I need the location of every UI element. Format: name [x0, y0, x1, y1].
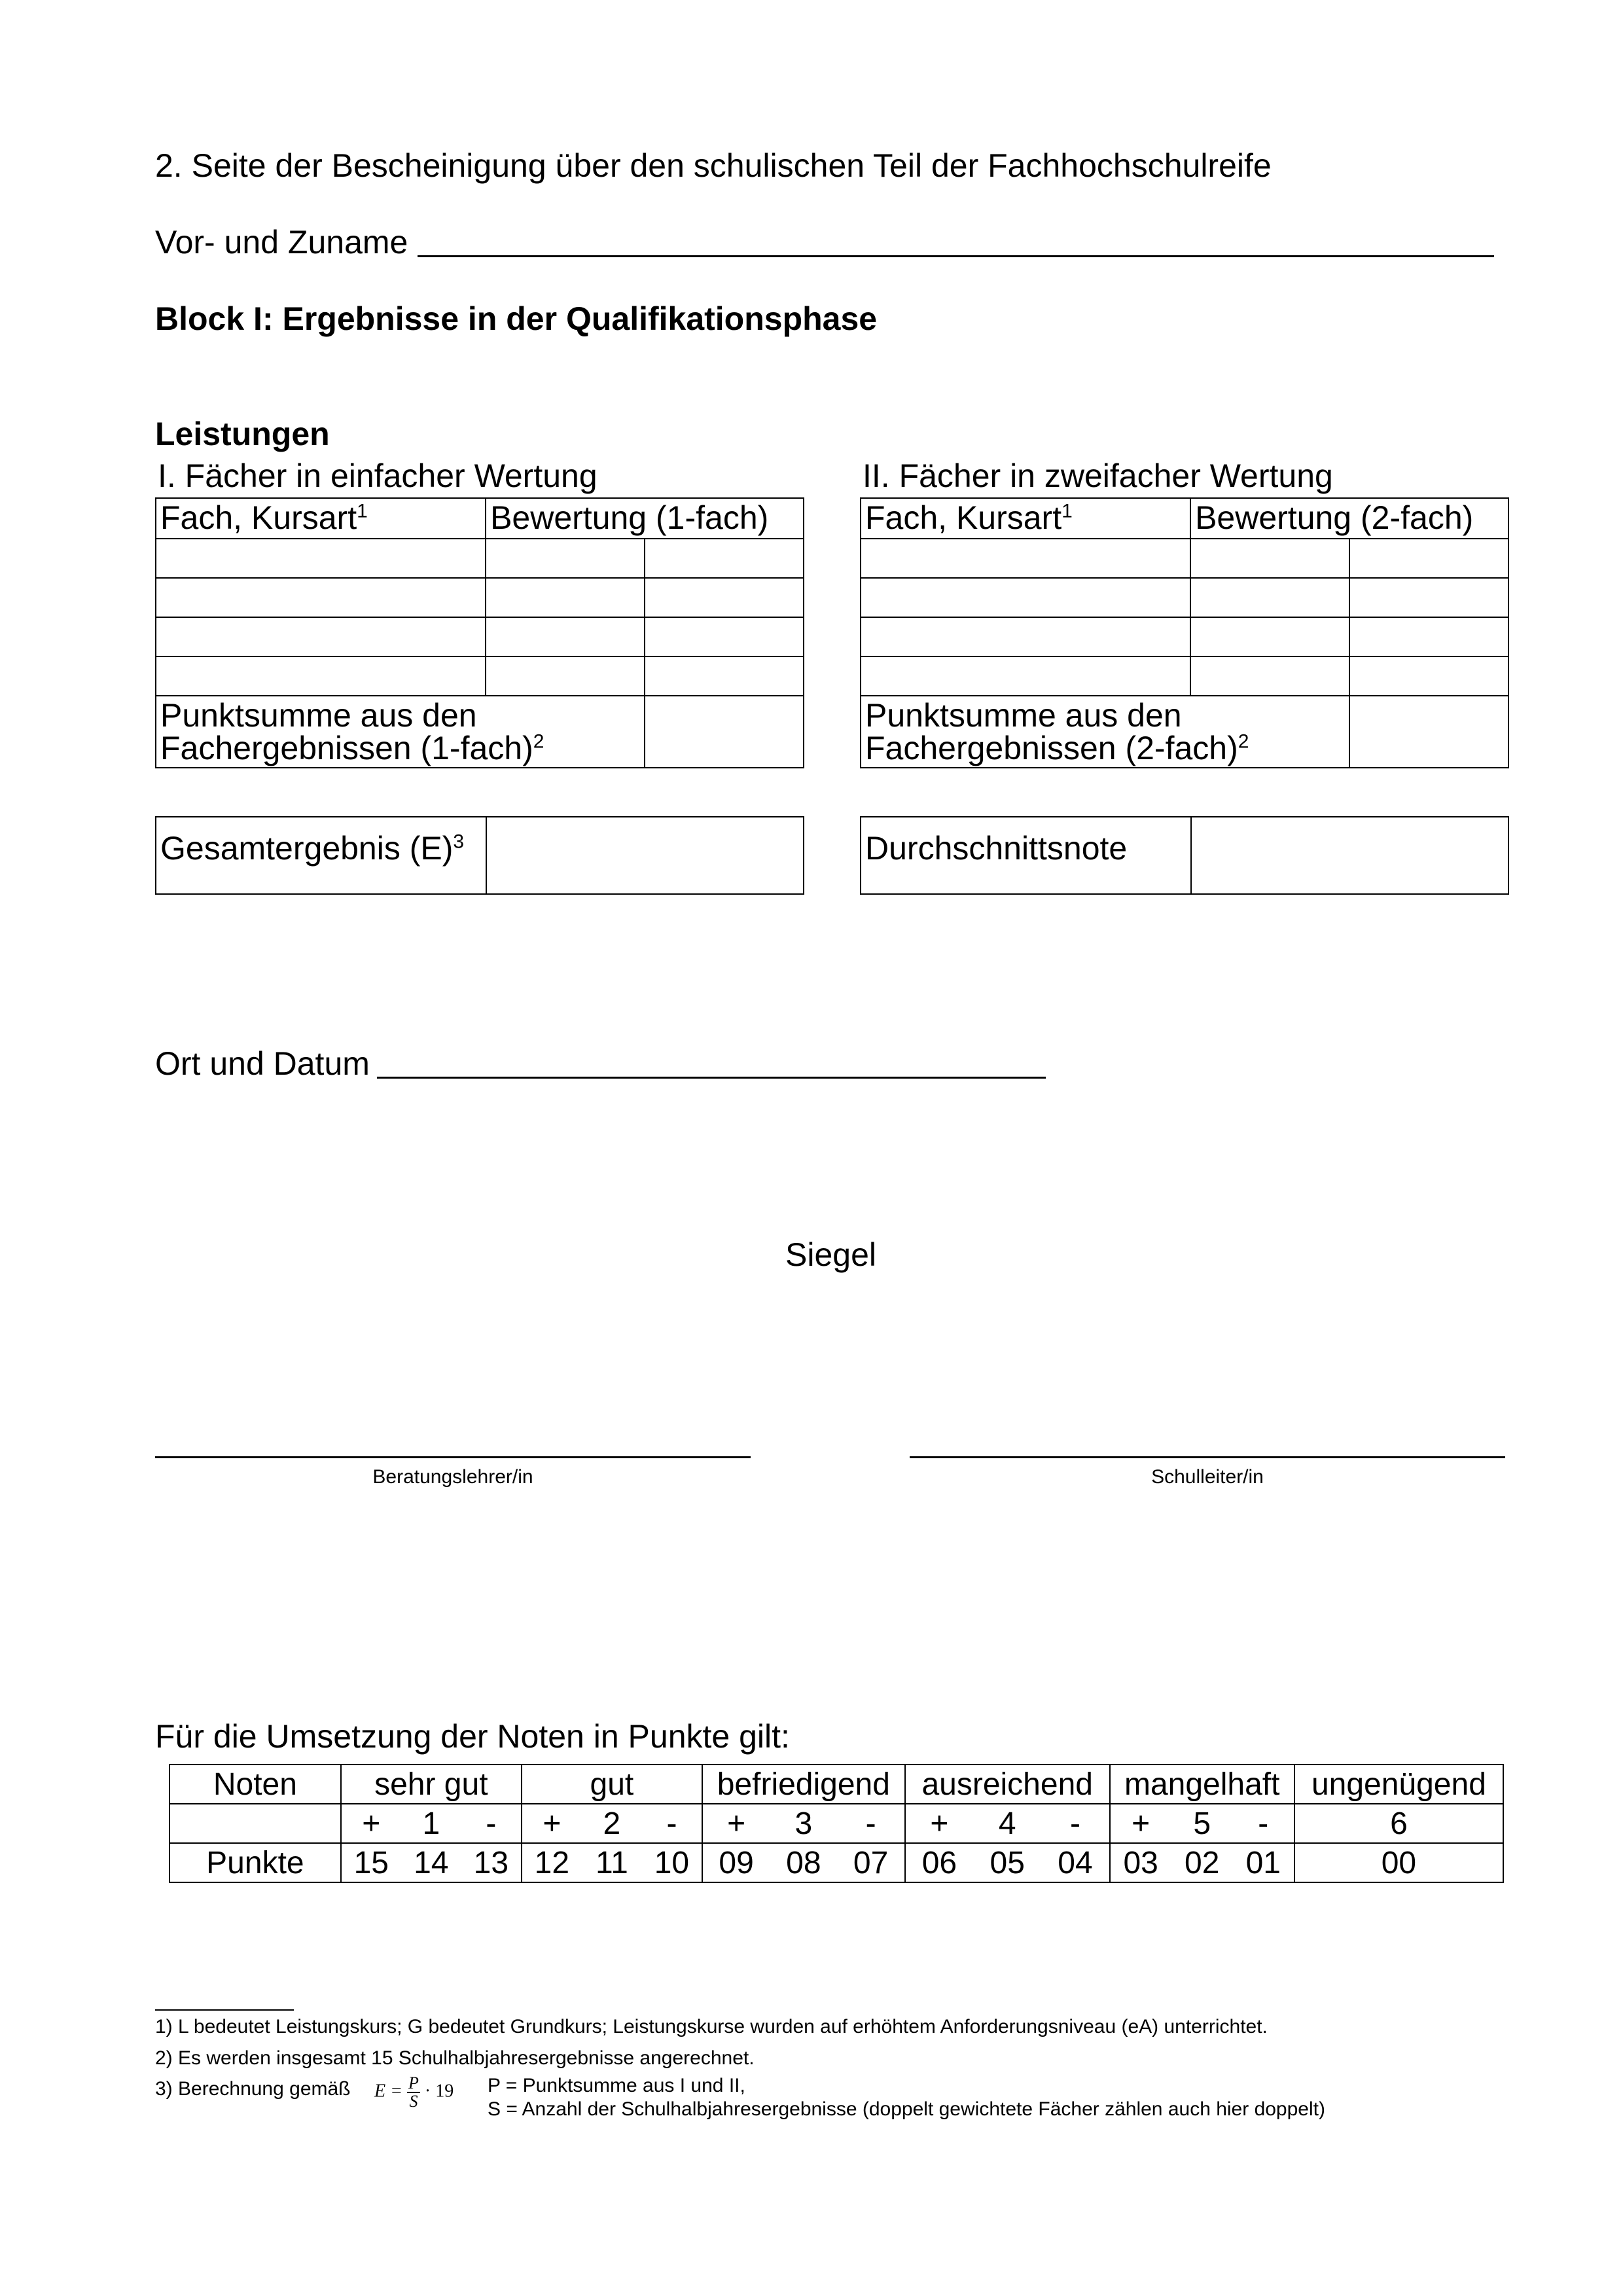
- page-title: 2. Seite der Bescheinigung über den schulischen Teil der Fachhochschulreife: [155, 147, 1272, 184]
- left-col-fach: Fach, Kursart$^1$: [156, 498, 486, 539]
- left-cell[interactable]: [486, 617, 645, 656]
- name-label: Vor- und Zuname: [155, 224, 408, 260]
- grade-points: 07: [837, 1843, 904, 1882]
- left-subjects-table: [155, 497, 804, 768]
- left-sum-cell[interactable]: [645, 696, 804, 768]
- grade-mark: 6: [1294, 1804, 1503, 1843]
- footnote-1: 1) L bedeutet Leistungskurs; G bedeutet Grundkurs; Leistungskurse wurden auf erhöhtem Anforderungsniveau (eA) unterrichtet.: [155, 2016, 1268, 2037]
- grade-points: 04: [1041, 1843, 1109, 1882]
- p-definition: P = Punktsumme aus I und II,: [488, 2075, 745, 2096]
- right-cell[interactable]: [1349, 578, 1508, 617]
- left-cell[interactable]: [645, 617, 804, 656]
- left-cell[interactable]: [645, 578, 804, 617]
- gesamt-label: Gesamtergebnis $(E)^3$: [156, 817, 486, 894]
- beratung-label: Beratungslehrer/in: [372, 1466, 533, 1488]
- grade-points: 06: [905, 1843, 973, 1882]
- right-cell[interactable]: [861, 578, 1190, 617]
- ort-datum-field[interactable]: [377, 1077, 1046, 1079]
- grade-name: ungenügend: [1294, 1765, 1503, 1804]
- left-cell[interactable]: [156, 539, 486, 578]
- grade-points: 12: [522, 1843, 582, 1882]
- footnote-3: 3) Berechnung gemäß: [155, 2078, 351, 2100]
- grade-mark: 1: [401, 1804, 461, 1843]
- right-cell[interactable]: [1190, 578, 1349, 617]
- grade-points: 05: [973, 1843, 1041, 1882]
- grade-name: sehr gut: [341, 1765, 522, 1804]
- schulleiter-signature-line[interactable]: [910, 1456, 1505, 1458]
- right-col-bewertung: Bewertung (2-fach): [1190, 498, 1508, 539]
- grade-mark: -: [642, 1804, 702, 1843]
- grade-name: befriedigend: [702, 1765, 905, 1804]
- grade-points: 10: [642, 1843, 702, 1882]
- left-cell[interactable]: [156, 617, 486, 656]
- durchschnitt-label: Durchschnittsnote: [861, 817, 1191, 894]
- grade-mark: +: [341, 1804, 401, 1843]
- noten-label: Noten: [169, 1765, 341, 1804]
- grade-mark: 5: [1171, 1804, 1233, 1843]
- empty-cell: [169, 1804, 341, 1843]
- right-cell[interactable]: [861, 539, 1190, 578]
- siegel-label: Siegel: [785, 1236, 876, 1273]
- right-sum-cell[interactable]: [1349, 696, 1508, 768]
- left-cell[interactable]: [645, 656, 804, 696]
- right-subjects-table: [860, 497, 1509, 768]
- grade-points: 00: [1294, 1843, 1503, 1882]
- right-col-fach: Fach, Kursart$^1$: [861, 498, 1190, 539]
- grade-points: 09: [702, 1843, 770, 1882]
- grade-mark: +: [522, 1804, 582, 1843]
- schulleiter-label: Schulleiter/in: [1151, 1466, 1264, 1488]
- left-cell[interactable]: [486, 578, 645, 617]
- right-cell[interactable]: [861, 617, 1190, 656]
- right-cell[interactable]: [1349, 656, 1508, 696]
- footnote-2: 2) Es werden insgesamt 15 Schulhalbjahresergebnisse angerechnet.: [155, 2047, 755, 2069]
- left-cell[interactable]: [156, 578, 486, 617]
- left-cell[interactable]: [645, 539, 804, 578]
- grade-mark: +: [905, 1804, 973, 1843]
- punkte-label: Punkte: [169, 1843, 341, 1882]
- beratung-signature-line[interactable]: [155, 1456, 751, 1458]
- durchschnitt-cell[interactable]: [1191, 817, 1508, 894]
- left-sum-label: Punktsumme aus den Fachergebnissen (1-fach)$^2$: [156, 696, 645, 768]
- block-title: Block I: Ergebnisse in der Qualifikationsphase: [155, 300, 878, 337]
- right-cell[interactable]: [1190, 617, 1349, 656]
- grade-points: 11: [582, 1843, 642, 1882]
- grade-mark: 3: [770, 1804, 837, 1843]
- grade-name: mangelhaft: [1110, 1765, 1294, 1804]
- grade-points: 13: [461, 1843, 522, 1882]
- leistungen-heading: Leistungen: [155, 416, 330, 452]
- gesamt-table: [155, 816, 804, 895]
- grade-points: 03: [1110, 1843, 1171, 1882]
- grade-mark: -: [1041, 1804, 1109, 1843]
- right-sum-label: Punktsumme aus den Fachergebnissen (2-fach)$^2$: [861, 696, 1349, 768]
- grade-mark: -: [461, 1804, 522, 1843]
- right-cell[interactable]: [1190, 539, 1349, 578]
- grade-mark: +: [1110, 1804, 1171, 1843]
- grading-table: [169, 1764, 1504, 1883]
- left-cell[interactable]: [486, 539, 645, 578]
- footnote-divider: [155, 2009, 294, 2011]
- grade-mark: 4: [973, 1804, 1041, 1843]
- grade-mark: -: [837, 1804, 904, 1843]
- right-cell[interactable]: [1349, 539, 1508, 578]
- left-cell[interactable]: [486, 656, 645, 696]
- name-field[interactable]: [418, 255, 1494, 257]
- formula: E = $\frac{P}{S}$ · 19: [374, 2073, 454, 2111]
- grading-intro: Für die Umsetzung der Noten in Punkte gilt:: [155, 1718, 790, 1755]
- left-cell[interactable]: [156, 656, 486, 696]
- grade-points: 01: [1233, 1843, 1294, 1882]
- right-table-title: II. Fächer in zweifacher Wertung: [863, 457, 1333, 494]
- right-cell[interactable]: [1349, 617, 1508, 656]
- gesamt-cell[interactable]: [486, 817, 804, 894]
- right-cell[interactable]: [1190, 656, 1349, 696]
- ort-datum-label: Ort und Datum: [155, 1045, 370, 1082]
- left-col-bewertung: Bewertung (1-fach): [486, 498, 804, 539]
- grade-name: ausreichend: [905, 1765, 1110, 1804]
- grade-points: 08: [770, 1843, 837, 1882]
- grade-name: gut: [522, 1765, 702, 1804]
- grade-mark: 2: [582, 1804, 642, 1843]
- grade-mark: -: [1233, 1804, 1294, 1843]
- grade-points: 14: [401, 1843, 461, 1882]
- durchschnitt-table: [860, 816, 1509, 895]
- grade-points: 15: [341, 1843, 401, 1882]
- grade-points: 02: [1171, 1843, 1233, 1882]
- s-definition: S = Anzahl der Schulhalbjahresergebnisse (doppelt gewichtete Fächer zählen auch hier doppelt): [488, 2098, 1325, 2120]
- left-table-title: I. Fächer in einfacher Wertung: [158, 457, 597, 494]
- grade-mark: +: [702, 1804, 770, 1843]
- right-cell[interactable]: [861, 656, 1190, 696]
